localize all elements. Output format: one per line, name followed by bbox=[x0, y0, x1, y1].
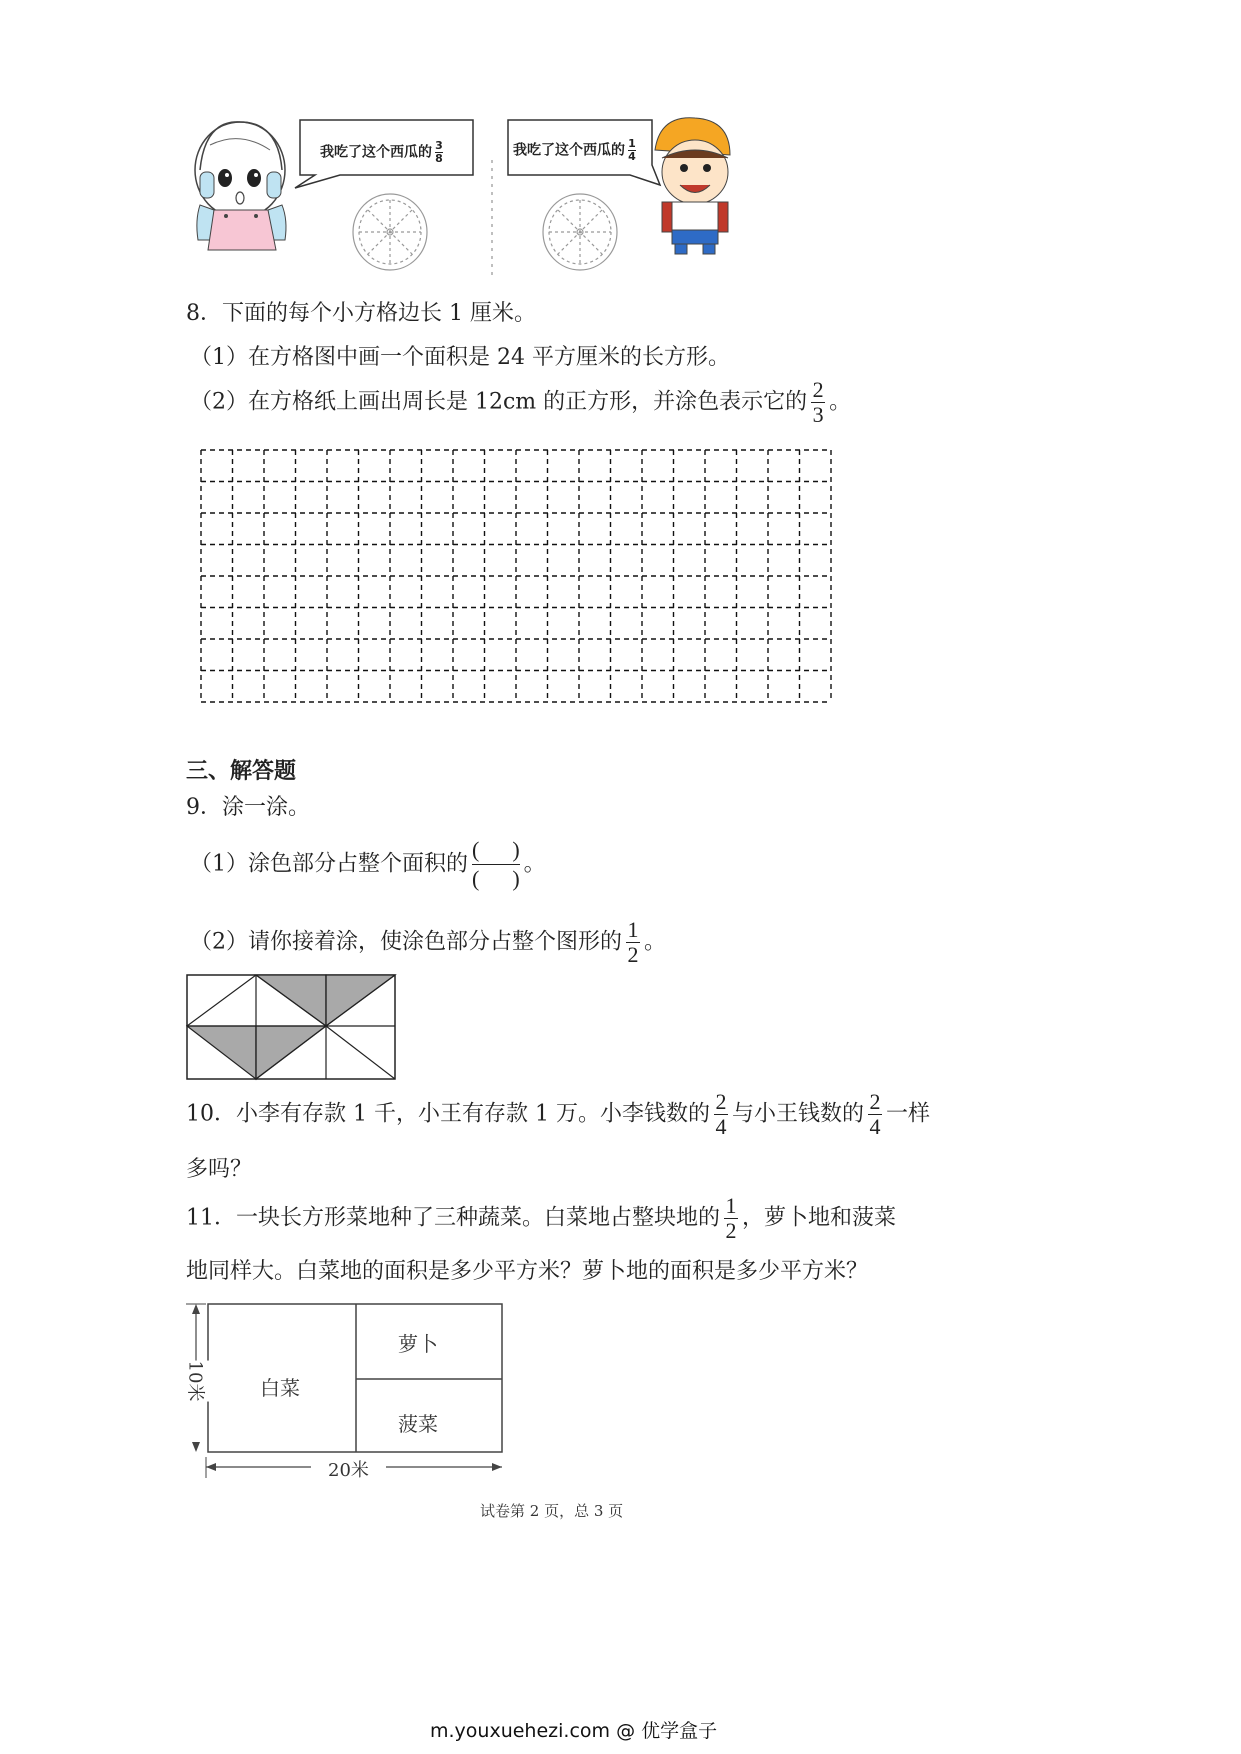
illustration-drawing bbox=[190, 110, 750, 310]
q8-sub2-end: 。 bbox=[829, 389, 852, 415]
q9-title: 9．涂一涂。 bbox=[186, 795, 310, 820]
q11-frac-den: 2 bbox=[725, 1218, 737, 1243]
q9-sub1-end: 。 bbox=[523, 851, 546, 877]
q8-sub1: （1）在方格图中画一个面积是 24 平方厘米的长方形。 bbox=[190, 345, 730, 370]
q11-text-a: 11．一块长方形菜地种了三种蔬菜。白菜地占整块地的 bbox=[186, 1205, 720, 1231]
watermark: m.youxuehezi.com @ 优学盒子 bbox=[430, 1720, 718, 1742]
dashed-grid[interactable] bbox=[200, 449, 834, 707]
cabbage-label: 白菜 bbox=[260, 1376, 300, 1400]
height-label: 10米 bbox=[181, 1361, 211, 1402]
q9-sub2-text: （2）请你接着涂，使涂色部分占整个图形的 bbox=[190, 929, 622, 955]
q11-frac-num: 1 bbox=[725, 1193, 737, 1218]
boy-frac-den: 4 bbox=[628, 150, 636, 163]
page-footer: 试卷第 2 页，总 3 页 bbox=[480, 1502, 624, 1520]
boy-speech bbox=[513, 138, 636, 163]
q10-frac1-num: 2 bbox=[715, 1089, 727, 1114]
watermelon-illustration bbox=[190, 110, 750, 310]
q9-frac-num: 1 bbox=[627, 917, 639, 942]
boy-frac-num: 1 bbox=[628, 137, 636, 150]
radish-label: 萝卜 bbox=[398, 1332, 438, 1356]
q10-frac2-den: 4 bbox=[869, 1114, 881, 1139]
q9-sub1 bbox=[190, 836, 546, 893]
field-figure bbox=[186, 1302, 506, 1486]
girl-speech-text: 我吃了这个西瓜的 bbox=[320, 144, 432, 161]
q11-fraction bbox=[724, 1194, 738, 1243]
blank-numerator[interactable]: ( ) bbox=[472, 837, 520, 862]
q10-text-c: 一样 bbox=[885, 1101, 930, 1127]
q9-sub2 bbox=[190, 918, 666, 967]
q10-text-b: 与小王钱数的 bbox=[731, 1101, 864, 1127]
spinach-label: 菠菜 bbox=[398, 1412, 438, 1436]
boy-figure bbox=[655, 118, 730, 254]
width-label: 20米 bbox=[328, 1460, 369, 1481]
girl-frac-num: 3 bbox=[435, 139, 443, 152]
q9-fraction bbox=[626, 918, 640, 967]
q10-fraction-2 bbox=[868, 1090, 882, 1139]
watermelon-left bbox=[353, 194, 427, 270]
q9-frac-den: 2 bbox=[627, 942, 639, 967]
q10-fraction-1 bbox=[714, 1090, 728, 1139]
q9-sub2-end: 。 bbox=[644, 929, 667, 955]
triangle-drawing bbox=[186, 974, 398, 1082]
q11-line2: 地同样大。白菜地的面积是多少平方米？萝卜地的面积是多少平方米？ bbox=[186, 1259, 869, 1284]
girl-fraction bbox=[435, 140, 443, 165]
q11-text-b: ，萝卜地和菠菜 bbox=[742, 1205, 897, 1231]
q10-line2: 多吗？ bbox=[186, 1157, 253, 1182]
q10-text-a: 10．小李有存款 1 千，小王有存款 1 万。小李钱数的 bbox=[186, 1101, 710, 1127]
q11-line1 bbox=[186, 1194, 896, 1243]
blank-denominator[interactable]: ( ) bbox=[472, 866, 520, 891]
section-title: 三、解答题 bbox=[186, 759, 297, 784]
q10-frac2-num: 2 bbox=[869, 1089, 881, 1114]
q8-title: 8．下面的每个小方格边长 1 厘米。 bbox=[186, 301, 536, 326]
boy-speech-text: 我吃了这个西瓜的 bbox=[513, 142, 625, 159]
watermelon-right bbox=[543, 194, 617, 270]
grid-drawing bbox=[200, 449, 834, 703]
girl-speech bbox=[320, 140, 443, 165]
girl-figure bbox=[195, 122, 286, 250]
q9-sub1-text: （1）涂色部分占整个面积的 bbox=[190, 851, 468, 877]
triangle-figure[interactable] bbox=[186, 974, 398, 1086]
q8-sub2 bbox=[190, 378, 851, 427]
q8-sub2-text: （2）在方格纸上画出周长是 12cm 的正方形，并涂色表示它的 bbox=[190, 389, 808, 415]
q10-line1 bbox=[186, 1090, 930, 1139]
q10-frac1-den: 4 bbox=[715, 1114, 727, 1139]
boy-fraction bbox=[628, 138, 636, 163]
q8-fraction bbox=[811, 378, 825, 427]
q8-frac-num: 2 bbox=[812, 377, 824, 402]
q8-frac-den: 3 bbox=[812, 402, 824, 427]
girl-frac-den: 8 bbox=[435, 152, 443, 165]
answer-blank-fraction[interactable] bbox=[472, 836, 520, 893]
field-drawing bbox=[186, 1302, 506, 1482]
